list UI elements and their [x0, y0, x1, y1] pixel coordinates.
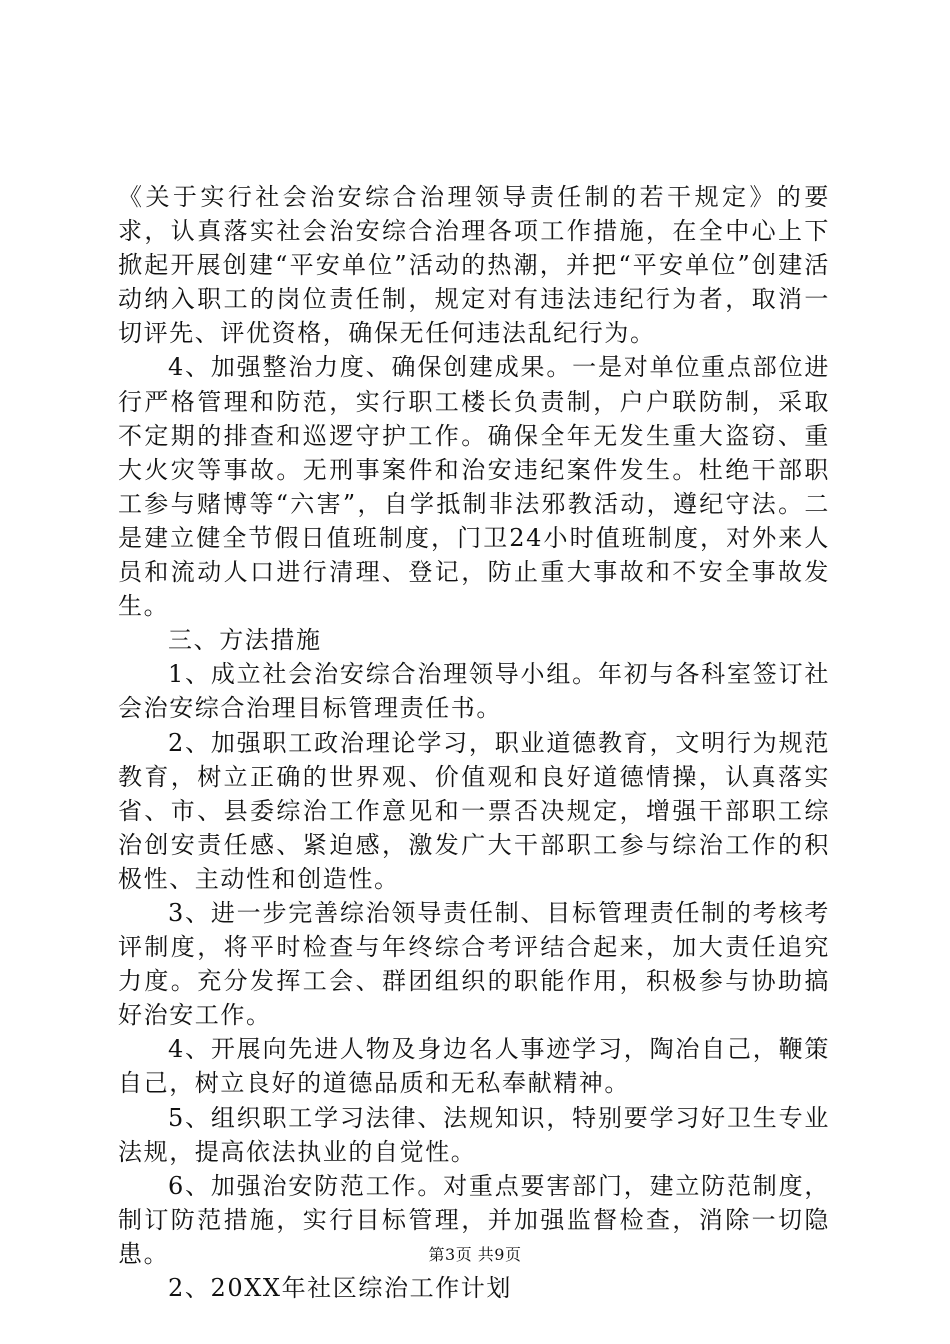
paragraph-measure-6: 6、加强治安防范工作。对重点要害部门，建立防范制度，制订防范措施，实行目标管理，并加强监督检查，消除一切隐患。 [118, 1171, 830, 1268]
document-body [118, 180, 830, 1305]
paragraph-measure-4: 4、开展向先进人物及身边名人事迹学习，陶冶自己，鞭策自己，树立良好的道德品质和无私奉献精神。 [118, 1035, 830, 1098]
section-heading-methods: 三、方法措施 [168, 626, 322, 655]
paragraph-measure-3: 3、进一步完善综治领导责任制、目标管理责任制的考核考评制度，将平时检查与年终综合考评结合起来，加大责任追究力度。充分发挥工会、群团组织的职能作用，积极参与协助搞好治安工作。 [118, 898, 830, 1030]
next-section-title: 2、20XX年社区综治工作计划 [168, 1274, 512, 1302]
paragraph-1: 《关于实行社会治安综合治理领导责任制的若干规定》的要求，认真落实社会治安综合治理各项工作措施，在全中心上下掀起开展创建“平安单位”活动的热潮，并把“平安单位”创建活动纳入职工的岗位责任制，规定对有违法违纪行为者，取消一切评先、评优资格，确保无任何违法乱纪行为。 [118, 183, 830, 348]
paragraph-measure-2: 2、加强职工政治理论学习，职业道德教育，文明行为规范教育，树立正确的世界观、价值观和良好道德情操，认真落实省、市、县委综治工作意见和一票否决规定，增强干部职工综治创安责任感、紧迫感，激发广大干部职工参与综治工作的积极性、主动性和创造性。 [118, 728, 830, 893]
page-number-footer: 第3页 共9页 [428, 1245, 522, 1264]
paragraph-measure-1: 1、成立社会治安综合治理领导小组。年初与各科室签订社会治安综合治理目标管理责任书。 [118, 660, 830, 723]
paragraph-measure-5: 5、组织职工学习法律、法规知识，特别要学习好卫生专业法规，提高依法执业的自觉性。 [118, 1103, 830, 1166]
paragraph-2: 4、加强整治力度、确保创建成果。一是对单位重点部位进行严格管理和防范，实行职工楼长负责制，户户联防制，采取不定期的排查和巡逻守护工作。确保全年无发生重大盗窃、重大火灾等事故。无刑事案件和治安违纪案件发生。杜绝干部职工参与赌博等“六害”，自学抵制非法邪教活动，遵纪守法。二是建立健全节假日值班制度，门卫24小时值班制度，对外来人员和流动人口进行清理、登记，防止重大事故和不安全事故发生。 [118, 353, 830, 621]
